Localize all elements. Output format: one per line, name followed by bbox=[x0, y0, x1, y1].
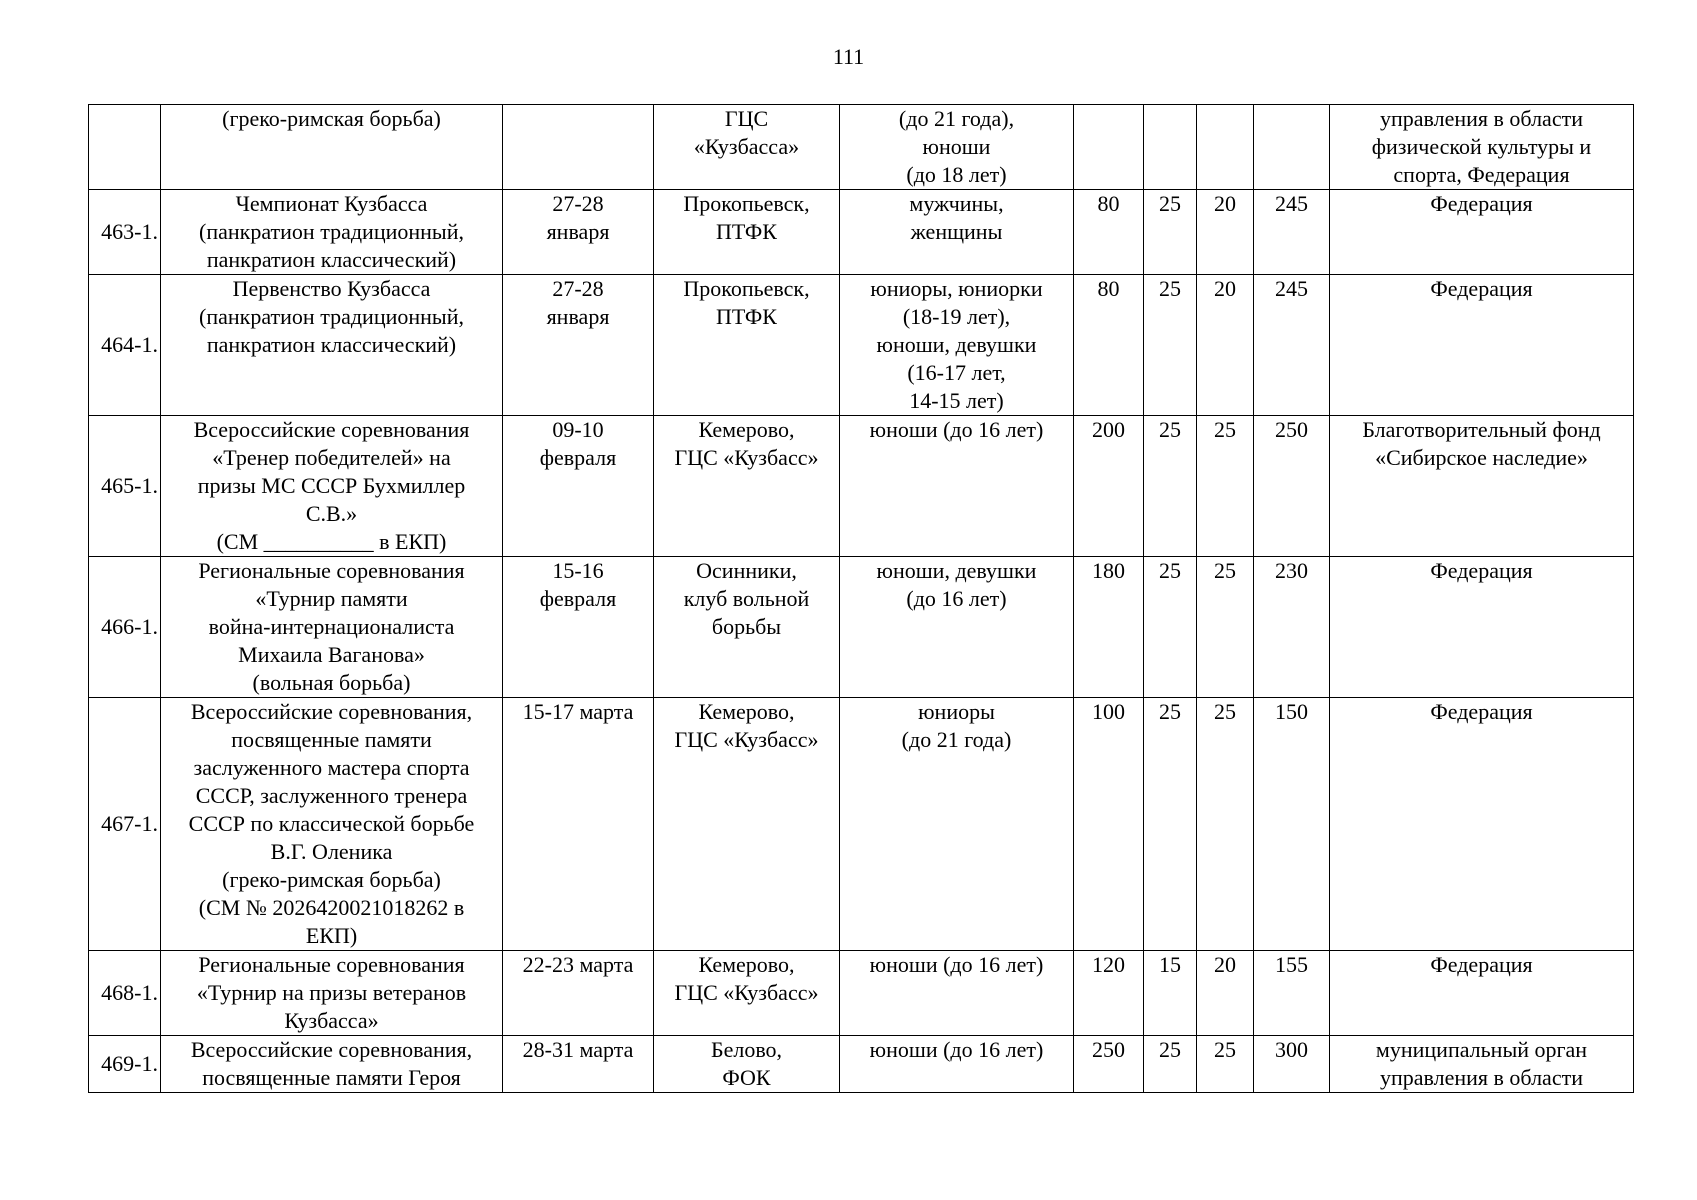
table-row bbox=[89, 190, 1634, 275]
event-dates bbox=[503, 105, 654, 190]
event-organizer: Федерация bbox=[1330, 951, 1634, 1036]
event-organizer: Федерация bbox=[1330, 557, 1634, 698]
event-participants: юноши (до 16 лет) bbox=[840, 1036, 1074, 1093]
event-participants: (до 21 года), юноши (до 18 лет) bbox=[840, 105, 1074, 190]
count-total: 150 bbox=[1254, 698, 1330, 951]
count-col-2: 25 bbox=[1144, 698, 1197, 951]
event-participants: мужчины, женщины bbox=[840, 190, 1074, 275]
event-number: 466-1. bbox=[89, 557, 161, 698]
count-col-3: 25 bbox=[1197, 557, 1254, 698]
count-col-1: 120 bbox=[1074, 951, 1144, 1036]
table-row bbox=[89, 1036, 1634, 1093]
event-dates: 09-10 февраля bbox=[503, 416, 654, 557]
event-dates: 15-17 марта bbox=[503, 698, 654, 951]
count-col-1: 80 bbox=[1074, 275, 1144, 416]
event-number: 463-1. bbox=[89, 190, 161, 275]
event-organizer: управления в области физической культуры и спорта, Федерация bbox=[1330, 105, 1634, 190]
event-place: Прокопьевск, ПТФК bbox=[654, 190, 840, 275]
event-place: ГЦС «Кузбасса» bbox=[654, 105, 840, 190]
count-total: 245 bbox=[1254, 190, 1330, 275]
count-total: 230 bbox=[1254, 557, 1330, 698]
count-col-3: 20 bbox=[1197, 190, 1254, 275]
event-participants: юноши (до 16 лет) bbox=[840, 951, 1074, 1036]
count-col-3 bbox=[1197, 105, 1254, 190]
event-organizer: Федерация bbox=[1330, 275, 1634, 416]
count-col-2: 25 bbox=[1144, 416, 1197, 557]
count-total: 245 bbox=[1254, 275, 1330, 416]
count-col-3: 20 bbox=[1197, 951, 1254, 1036]
event-number: 465-1. bbox=[89, 416, 161, 557]
count-col-1 bbox=[1074, 105, 1144, 190]
event-number: 468-1. bbox=[89, 951, 161, 1036]
count-col-2: 25 bbox=[1144, 557, 1197, 698]
event-name: Всероссийские соревнования «Тренер победителей» на призы МС СССР Бухмиллер С.В.» (СМ __________ в ЕКП) bbox=[161, 416, 503, 557]
count-col-1: 180 bbox=[1074, 557, 1144, 698]
count-col-2: 25 bbox=[1144, 1036, 1197, 1093]
event-place: Кемерово, ГЦС «Кузбасс» bbox=[654, 698, 840, 951]
event-place: Осинники, клуб вольной борьбы bbox=[654, 557, 840, 698]
event-participants: юниоры, юниорки (18-19 лет), юноши, девушки (16-17 лет, 14-15 лет) bbox=[840, 275, 1074, 416]
event-participants: юноши, девушки (до 16 лет) bbox=[840, 557, 1074, 698]
event-place: Кемерово, ГЦС «Кузбасс» bbox=[654, 416, 840, 557]
event-name: Всероссийские соревнования, посвященные памяти заслуженного мастера спорта СССР, заслуженного тренера СССР по классической борьбе В.Г. Оленика (греко-римская борьба) (СМ № 2026420021018262 в ЕКП) bbox=[161, 698, 503, 951]
event-organizer: Благотворительный фонд «Сибирское наследие» bbox=[1330, 416, 1634, 557]
event-dates: 28-31 марта bbox=[503, 1036, 654, 1093]
event-dates: 27-28 января bbox=[503, 190, 654, 275]
page-number: 111 bbox=[832, 44, 865, 69]
count-total bbox=[1254, 105, 1330, 190]
event-name: Первенство Кузбасса (панкратион традиционный, панкратион классический) bbox=[161, 275, 503, 416]
event-name: Региональные соревнования «Турнир памяти война-интернационалиста Михаила Ваганова» (вольная борьба) bbox=[161, 557, 503, 698]
count-col-1: 200 bbox=[1074, 416, 1144, 557]
count-col-1: 250 bbox=[1074, 1036, 1144, 1093]
count-col-3: 25 bbox=[1197, 1036, 1254, 1093]
table-row bbox=[89, 951, 1634, 1036]
event-name: Региональные соревнования «Турнир на призы ветеранов Кузбасса» bbox=[161, 951, 503, 1036]
count-col-2: 15 bbox=[1144, 951, 1197, 1036]
table-row bbox=[89, 416, 1634, 557]
count-col-3: 25 bbox=[1197, 416, 1254, 557]
event-participants: юниоры (до 21 года) bbox=[840, 698, 1074, 951]
event-organizer: Федерация bbox=[1330, 190, 1634, 275]
event-number: 464-1. bbox=[89, 275, 161, 416]
event-dates: 22-23 марта bbox=[503, 951, 654, 1036]
count-col-3: 25 bbox=[1197, 698, 1254, 951]
event-dates: 27-28 января bbox=[503, 275, 654, 416]
count-col-1: 80 bbox=[1074, 190, 1144, 275]
event-name: Чемпионат Кузбасса (панкратион традиционный, панкратион классический) bbox=[161, 190, 503, 275]
event-dates: 15-16 февраля bbox=[503, 557, 654, 698]
count-total: 155 bbox=[1254, 951, 1330, 1036]
table-row bbox=[89, 557, 1634, 698]
count-col-3: 20 bbox=[1197, 275, 1254, 416]
table-row bbox=[89, 105, 1634, 190]
events-table bbox=[88, 104, 1634, 1093]
event-number: 467-1. bbox=[89, 698, 161, 951]
count-total: 300 bbox=[1254, 1036, 1330, 1093]
event-name: Всероссийские соревнования, посвященные памяти Героя bbox=[161, 1036, 503, 1093]
count-total: 250 bbox=[1254, 416, 1330, 557]
event-place: Прокопьевск, ПТФК bbox=[654, 275, 840, 416]
count-col-2: 25 bbox=[1144, 190, 1197, 275]
event-place: Кемерово, ГЦС «Кузбасс» bbox=[654, 951, 840, 1036]
count-col-2: 25 bbox=[1144, 275, 1197, 416]
table-row bbox=[89, 275, 1634, 416]
event-place: Белово, ФОК bbox=[654, 1036, 840, 1093]
event-number: 469-1. bbox=[89, 1036, 161, 1093]
count-col-1: 100 bbox=[1074, 698, 1144, 951]
event-organizer: Федерация bbox=[1330, 698, 1634, 951]
event-organizer: муниципальный орган управления в области bbox=[1330, 1036, 1634, 1093]
count-col-2 bbox=[1144, 105, 1197, 190]
event-name: (греко-римская борьба) bbox=[161, 105, 503, 190]
table-row bbox=[89, 698, 1634, 951]
event-participants: юноши (до 16 лет) bbox=[840, 416, 1074, 557]
event-number bbox=[89, 105, 161, 190]
